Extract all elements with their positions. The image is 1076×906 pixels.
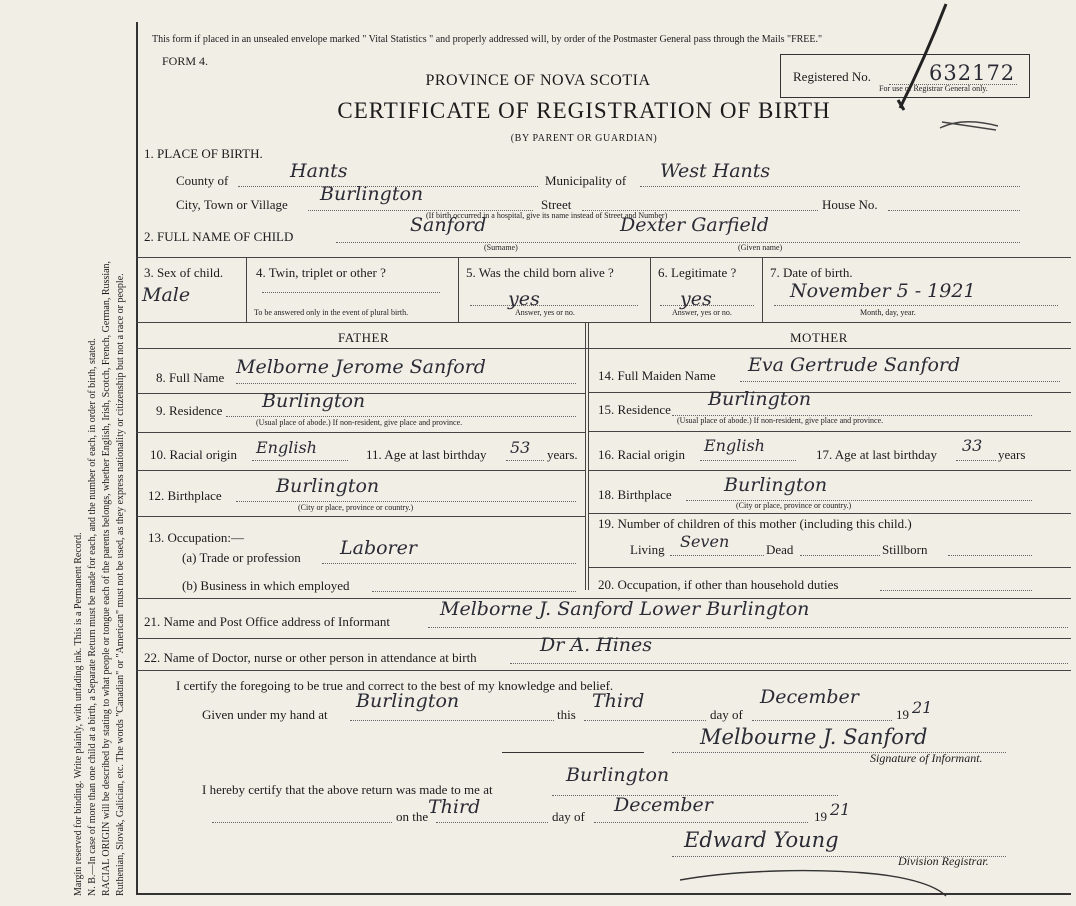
dob-value: November 5 - 1921	[790, 280, 976, 302]
registrar-place: Burlington	[566, 764, 670, 786]
certification-year-prefix: 19	[896, 707, 909, 722]
certification-day-of-label: day of	[710, 707, 743, 722]
informant-signature: Melbourne J. Sanford	[700, 725, 928, 749]
father-trade-value: Laborer	[340, 537, 417, 559]
father-birthplace-label: 12. Birthplace	[148, 488, 222, 503]
father-business-label: (b) Business in which employed	[182, 578, 350, 593]
registrar-signature: Edward Young	[684, 828, 839, 852]
father-heading: FATHER	[338, 330, 390, 345]
certification-statement: I certify the foregoing to be true and correct to the best of my knowledge and belief.	[176, 678, 614, 693]
legitimate-note: Answer, yes or no.	[672, 308, 732, 317]
mother-name-value: Eva Gertrude Sanford	[748, 354, 961, 376]
mother-residence-value: Burlington	[708, 388, 812, 410]
father-age-unit: years.	[547, 447, 578, 462]
registrar-note: For use of Registrar General only.	[879, 84, 988, 93]
registrar-month: December	[614, 794, 713, 816]
alive-value: yes	[508, 288, 540, 310]
frame-left-border	[136, 22, 138, 894]
mother-heading: MOTHER	[790, 330, 848, 345]
alive-label: 5. Was the child born alive ?	[466, 265, 614, 280]
twin-note: To be answered only in the event of plural birth.	[254, 308, 409, 317]
registrar-year: 21	[830, 800, 851, 819]
dob-note: Month, day, year.	[860, 308, 916, 317]
page-title: CERTIFICATE OF REGISTRATION OF BIRTH	[337, 98, 831, 123]
father-residence-label: 9. Residence	[156, 403, 223, 418]
given-name-caption: (Given name)	[738, 243, 783, 252]
doctor-value: Dr A. Hines	[540, 634, 653, 656]
dob-label: 7. Date of birth.	[770, 265, 853, 280]
sex-value: Male	[142, 284, 191, 306]
margin-note-multiple-births: N. B.—In case of more than one child at a birth, a Separate Return must be made for each, and the number of each, in order of birth, stated.	[87, 338, 98, 896]
certification-month: December	[760, 686, 859, 708]
registered-label: Registered No.	[793, 69, 871, 84]
postal-notice: This form if placed in an unsealed envelope marked " Vital Statistics " and properly addressed will, by order of the Postmaster General pass through the Mails "FREE."	[152, 34, 823, 45]
father-name-label: 8. Full Name	[156, 370, 225, 385]
surname-caption: (Surname)	[484, 243, 518, 252]
mother-name-label: 14. Full Maiden Name	[598, 368, 716, 383]
hospital-note: (If birth occurred in a hospital, give its name instead of Street and Number)	[426, 211, 668, 220]
mother-age-unit: years	[998, 447, 1026, 462]
form-number: FORM 4.	[162, 54, 209, 68]
informant-value: Melborne J. Sanford Lower Burlington	[440, 598, 810, 620]
mother-residence-note: (Usual place of abode.) If non-resident, give place and province.	[677, 416, 884, 425]
registrar-year-prefix: 19	[814, 809, 827, 824]
page-subtitle: (BY PARENT OR GUARDIAN)	[510, 133, 658, 144]
informant-label: 21. Name and Post Office address of Informant	[144, 614, 390, 629]
place-of-birth-heading: 1. PLACE OF BIRTH.	[144, 146, 263, 161]
given-under-label: Given under my hand at	[202, 707, 328, 722]
mother-birthplace-value: Burlington	[724, 474, 828, 496]
mother-living-label: Living	[630, 542, 665, 557]
mother-age-value: 33	[962, 436, 983, 455]
father-birthplace-note: (City or place, province or country.)	[298, 503, 414, 512]
county-value: Hants	[290, 160, 348, 182]
registrar-signature-flourish	[676, 860, 956, 900]
margin-note-binding: Margin reserved for binding. Write plainly, with unfading ink. This is a Permanent Record.	[73, 532, 84, 896]
municipality-label: Municipality of	[545, 173, 627, 188]
mother-occupation-label: 20. Occupation, if other than household duties	[598, 577, 839, 592]
street-label: Street	[541, 197, 572, 212]
mother-children-label: 19. Number of children of this mother (including this child.)	[598, 516, 912, 531]
registrar-statement: I hereby certify that the above return was made to me at	[202, 782, 493, 797]
mother-living-value: Seven	[680, 532, 730, 551]
mother-dead-label: Dead	[766, 542, 794, 557]
legitimate-value: yes	[680, 288, 712, 310]
municipality-value: West Hants	[660, 160, 771, 182]
father-age-label: 11. Age at last birthday	[366, 447, 487, 462]
doctor-label: 22. Name of Doctor, nurse or other person in attendance at birth	[144, 650, 477, 665]
father-occupation-label: 13. Occupation:—	[148, 530, 245, 545]
certification-day: Third	[592, 690, 645, 712]
registrar-day-of-label: day of	[552, 809, 585, 824]
child-name-label: 2. FULL NAME OF CHILD	[144, 229, 294, 244]
mother-stillborn-label: Stillborn	[882, 542, 928, 557]
alive-note: Answer, yes or no.	[515, 308, 575, 317]
child-surname: Sanford	[410, 214, 487, 236]
certification-year: 21	[912, 698, 933, 717]
father-residence-value: Burlington	[262, 390, 366, 412]
father-racial-value: English	[256, 438, 317, 457]
twin-label: 4. Twin, triplet or other ?	[256, 265, 386, 280]
father-residence-note: (Usual place of abode.) If non-resident, give place and province.	[256, 418, 463, 427]
mother-residence-label: 15. Residence	[598, 402, 671, 417]
city-value: Burlington	[320, 183, 424, 205]
registrar-check-mark	[880, 0, 960, 120]
legitimate-label: 6. Legitimate ?	[658, 265, 737, 280]
registrar-signature-caption: Division Registrar.	[898, 854, 989, 868]
informant-signature-caption: Signature of Informant.	[870, 751, 983, 765]
certification-this-label: this	[557, 707, 576, 722]
child-given-name: Dexter Garfield	[620, 214, 769, 236]
mother-birthplace-label: 18. Birthplace	[598, 487, 672, 502]
mother-birthplace-note: (City or place, province or country.)	[736, 501, 852, 510]
strikeout-mark	[936, 116, 1006, 136]
father-trade-label: (a) Trade or profession	[182, 550, 301, 565]
province-heading: PROVINCE OF NOVA SCOTIA	[425, 72, 651, 89]
margin-note-racial-origin-2: Ruthenian, Slovak, Galician, etc. The words "Canadian" or "American" must not be used, as they express nationality or citizenship but not a race or people.	[115, 273, 126, 896]
father-age-value: 53	[510, 438, 531, 457]
certification-place: Burlington	[356, 690, 460, 712]
registrar-on-label: on the	[396, 809, 429, 824]
city-label: City, Town or Village	[176, 197, 288, 212]
mother-racial-value: English	[704, 436, 765, 455]
sex-label: 3. Sex of child.	[144, 265, 224, 280]
registrar-day: Third	[428, 796, 481, 818]
father-name-value: Melborne Jerome Sanford	[236, 356, 486, 378]
margin-note-racial-origin: RACIAL ORIGIN will be described by stating to what people or tongue each of the parents belongs, whether English, Irish, Scotch, French, German, Russian,	[101, 260, 112, 896]
mother-racial-label: 16. Racial origin	[598, 447, 686, 462]
father-racial-label: 10. Racial origin	[150, 447, 238, 462]
father-birthplace-value: Burlington	[276, 475, 380, 497]
house-label: House No.	[822, 197, 878, 212]
mother-age-label: 17. Age at last birthday	[816, 447, 937, 462]
registered-number: 632172	[929, 61, 1016, 85]
county-label: County of	[176, 173, 229, 188]
